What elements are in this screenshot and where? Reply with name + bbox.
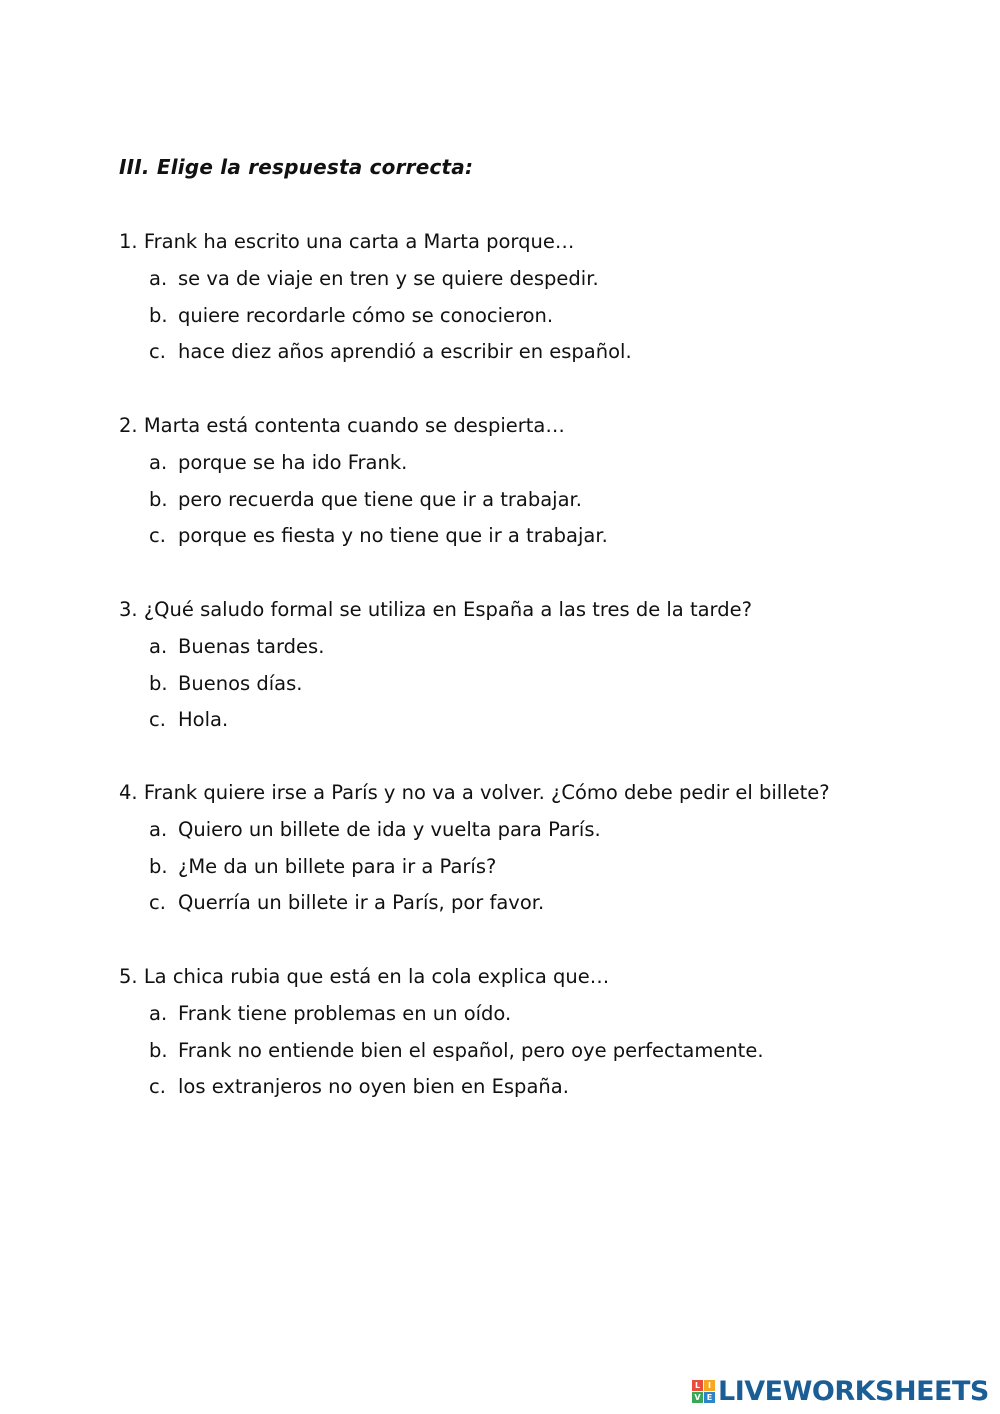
option-2b[interactable] bbox=[149, 475, 919, 512]
option-5a[interactable] bbox=[149, 989, 919, 1026]
option-letter: b. bbox=[149, 854, 168, 878]
option-1c[interactable] bbox=[149, 328, 919, 365]
logo-text: LIVEWORKSHEETS bbox=[718, 1375, 989, 1407]
question-text: Marta está contenta cuando se despierta… bbox=[143, 414, 565, 437]
option-text: quiere recordarle cómo se conocieron. bbox=[178, 303, 554, 327]
option-letter: a. bbox=[149, 634, 168, 658]
option-letter: b. bbox=[149, 1038, 168, 1062]
option-text: Querría un billete ir a París, por favor. bbox=[178, 891, 545, 915]
question-2 bbox=[119, 414, 919, 548]
question-number: 5. bbox=[119, 965, 138, 988]
option-text: hace diez años aprendió a escribir en español. bbox=[178, 340, 632, 364]
option-letter: b. bbox=[149, 487, 168, 511]
logo-mark-cell: E bbox=[704, 1392, 715, 1403]
option-text: pero recuerda que tiene que ir a trabajar. bbox=[178, 487, 582, 511]
question-5-prompt bbox=[119, 965, 919, 989]
option-text: los extranjeros no oyen bien en España. bbox=[178, 1075, 569, 1099]
option-3c[interactable] bbox=[149, 696, 919, 733]
option-text: porque es fiesta y no tiene que ir a trabajar. bbox=[178, 524, 608, 548]
option-text: Hola. bbox=[178, 708, 229, 732]
option-letter: c. bbox=[149, 340, 166, 364]
option-letter: b. bbox=[149, 303, 168, 327]
option-letter: a. bbox=[149, 450, 168, 474]
option-text: porque se ha ido Frank. bbox=[178, 450, 408, 474]
option-4b[interactable] bbox=[149, 842, 919, 879]
option-4c[interactable] bbox=[149, 879, 919, 916]
question-1 bbox=[119, 230, 919, 364]
option-1b[interactable] bbox=[149, 291, 919, 328]
question-text: La chica rubia que está en la cola explica que… bbox=[143, 965, 610, 988]
question-3-prompt bbox=[119, 598, 919, 622]
option-5b[interactable] bbox=[149, 1026, 919, 1063]
option-letter: c. bbox=[149, 708, 166, 732]
question-5 bbox=[119, 965, 919, 1099]
option-5c[interactable] bbox=[149, 1063, 919, 1100]
question-number: 4. bbox=[119, 781, 138, 804]
option-2a[interactable] bbox=[149, 438, 919, 475]
liveworksheets-logo[interactable] bbox=[692, 1374, 989, 1408]
option-text: se va de viaje en tren y se quiere despedir. bbox=[178, 266, 599, 290]
question-4-prompt bbox=[119, 781, 919, 805]
option-letter: c. bbox=[149, 1075, 166, 1099]
option-letter: c. bbox=[149, 891, 166, 915]
option-1a[interactable] bbox=[149, 254, 919, 291]
option-letter: a. bbox=[149, 266, 168, 290]
question-2-prompt bbox=[119, 414, 919, 438]
option-letter: a. bbox=[149, 817, 168, 841]
option-text: Buenos días. bbox=[178, 671, 303, 695]
option-text: ¿Me da un billete para ir a París? bbox=[178, 854, 497, 878]
question-number: 1. bbox=[119, 230, 138, 253]
option-2c[interactable] bbox=[149, 512, 919, 549]
option-letter: a. bbox=[149, 1001, 168, 1025]
question-number: 2. bbox=[119, 414, 138, 437]
option-3a[interactable] bbox=[149, 622, 919, 659]
question-text: Frank quiere irse a París y no va a volver. ¿Cómo debe pedir el billete? bbox=[143, 781, 830, 804]
question-4 bbox=[119, 781, 919, 915]
logo-mark-icon bbox=[692, 1380, 715, 1403]
question-3 bbox=[119, 598, 919, 732]
question-number: 3. bbox=[119, 598, 138, 621]
option-text: Buenas tardes. bbox=[178, 634, 325, 658]
option-letter: b. bbox=[149, 671, 168, 695]
question-text: Frank ha escrito una carta a Marta porque… bbox=[143, 230, 575, 253]
question-1-prompt bbox=[119, 230, 919, 254]
option-letter: c. bbox=[149, 524, 166, 548]
logo-mark-cell: I bbox=[704, 1380, 715, 1391]
option-4a[interactable] bbox=[149, 805, 919, 842]
logo-mark-cell: V bbox=[692, 1392, 703, 1403]
logo-mark-cell: L bbox=[692, 1380, 703, 1391]
option-text: Frank tiene problemas en un oído. bbox=[178, 1001, 512, 1025]
question-text: ¿Qué saludo formal se utiliza en España a las tres de la tarde? bbox=[143, 598, 752, 621]
option-3b[interactable] bbox=[149, 659, 919, 696]
section-title: III. Elige la respuesta correcta: bbox=[119, 155, 474, 179]
option-text: Quiero un billete de ida y vuelta para París. bbox=[178, 817, 601, 841]
option-text: Frank no entiende bien el español, pero oye perfectamente. bbox=[178, 1038, 764, 1062]
